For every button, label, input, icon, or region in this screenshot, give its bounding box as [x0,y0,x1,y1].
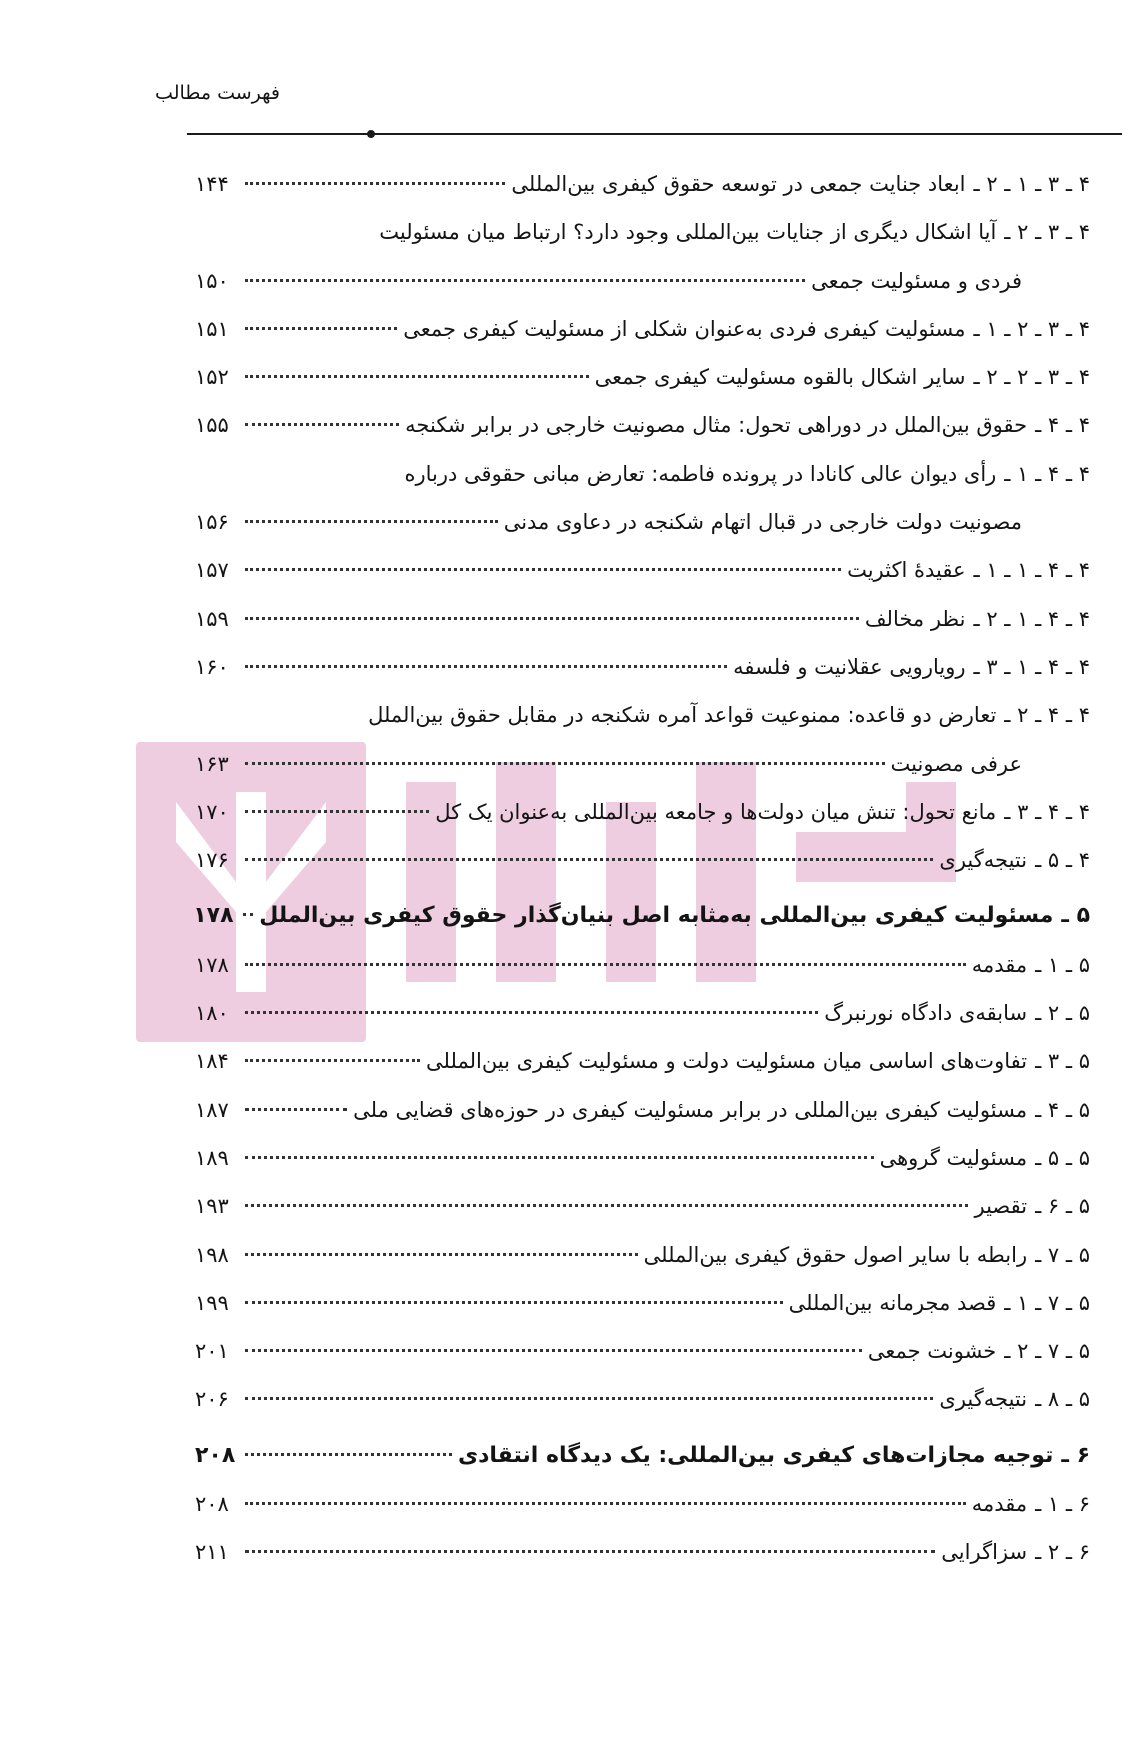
toc-entry-number: ۴ ـ ۴ ـ ۱ ـ ۳ ـ [973,654,1090,679]
dot-leader [245,1156,874,1159]
toc-entry [195,450,1090,498]
toc-entry [195,1086,1090,1134]
toc-entry-page: ۱۶۰ [195,654,229,679]
toc-entry-number: ۴ ـ ۴ ـ [1035,413,1090,438]
toc-entry-page: ۲۰۱ [195,1339,229,1364]
toc-entry [195,691,1090,739]
toc-entry-number: ۴ ـ ۵ ـ [1035,848,1090,873]
toc-entry [195,1231,1090,1279]
toc-entry-title: نتیجه‌گیری [939,1387,1028,1412]
dot-leader [245,1253,638,1256]
toc-entry-number: ۴ ـ ۳ ـ ۱ ـ ۲ ـ [973,172,1090,196]
toc-entry-title: آیا اشکال دیگری از جنایات بین‌المللی وجود دارد؟ ارتباط میان مسئولیت [379,220,997,245]
toc-entry-page: ۱۵۹ [195,606,229,631]
toc-entry-page: ۱۵۲ [195,365,229,390]
dot-leader [245,279,805,282]
toc-entry [195,1327,1090,1375]
dot-leader [245,182,505,185]
toc-entry-title: توجیه مجازات‌های کیفری بین‌المللی: یک دیدگاه انتقادی [457,1442,1054,1468]
toc-entry-page: ۱۵۱ [195,316,229,341]
dot-leader [245,1301,783,1304]
toc-entry [195,643,1090,691]
toc-entry-title: حقوق بین‌الملل در دوراهی تحول: مثال مصونیت خارجی در برابر شکنجه [405,413,1028,438]
toc-entry-title: رابطه با سایر اصول حقوق کیفری بین‌المللی [643,1242,1028,1267]
toc-entry-title: عرفی مصونیت [890,751,1022,776]
toc-entry-number: ۴ ـ ۴ ـ ۲ ـ [1004,703,1090,728]
toc-entry [195,740,1090,788]
dot-leader [245,1550,935,1553]
toc-entry-title: رأی دیوان عالی کانادا در پرونده فاطمه: تعارض مبانی حقوقی درباره [404,461,997,486]
toc-entry-page: ۱۵۷ [195,558,229,583]
dot-leader [245,327,397,330]
toc-entry-title: تقصیر [974,1194,1028,1219]
toc-entry-title: نتیجه‌گیری [939,848,1028,873]
toc-entry-page: ۱۷۰ [195,799,229,824]
toc-entry [195,1375,1090,1423]
dot-leader [245,1011,818,1014]
toc-entry-title: مقدمه [971,952,1028,977]
toc-entry [195,208,1090,256]
dot-leader [245,1349,862,1352]
toc-entry-number: ۵ ـ ۵ ـ [1035,1145,1090,1170]
dot-leader [245,568,841,571]
toc-entry [195,836,1090,884]
toc-entry-number: ۵ ـ ۷ ـ [1035,1242,1090,1267]
toc-entry-page: ۱۶۳ [195,751,229,776]
running-header-title: فهرست مطالب [155,82,280,104]
toc-entry-number: ۴ ـ ۳ ـ ۲ ـ [1004,220,1090,245]
toc-entry-title: رویارویی عقلانیت و فلسفه [733,654,966,679]
toc-entry-page: ۱۷۸ [195,952,229,977]
toc-entry-page: ۱۸۴ [195,1049,229,1074]
dot-leader [245,1108,347,1111]
dot-leader [245,1453,452,1456]
toc-entry-number: ۴ ـ ۳ ـ ۲ ـ ۲ ـ [973,365,1090,390]
toc-entry-page: ۱۵۶ [195,510,229,535]
toc-entry-title: تفاوت‌های اساسی میان مسئولیت دولت و مسئولیت کیفری بین‌المللی [426,1049,1028,1074]
toc-entry-number: ۴ ـ ۴ ـ ۱ ـ ۲ ـ [973,606,1090,631]
toc-entry [195,1432,1090,1480]
dot-leader [245,423,399,426]
toc-entry-title: نظر مخالف [864,606,966,631]
toc-entry-number: ۴ ـ ۴ ـ ۳ ـ [1004,799,1090,824]
dot-leader [243,913,253,916]
toc-entry-number: ۶ ـ ۱ ـ [1035,1492,1090,1517]
toc-entry-page: ۱۹۳ [195,1194,229,1219]
header-rule [187,133,1122,135]
toc-entry-title: مسئولیت کیفری بین‌المللی به‌مثابه اصل بنیان‌گذار حقوق کیفری بین‌الملل [259,903,1054,929]
toc-entry-number: ۵ ـ ۶ ـ [1035,1194,1090,1219]
toc-entry-number: ۴ ـ ۴ ـ ۱ ـ [1004,461,1090,486]
toc-entry-number: ۶ ـ ۲ ـ [1035,1540,1090,1565]
toc-entry-number: ۵ ـ ۷ ـ ۱ ـ [1004,1290,1090,1315]
toc-entry-title: قصد مجرمانه بین‌المللی [788,1290,997,1315]
dot-leader [245,665,727,668]
toc-entry-title: مسئولیت کیفری بین‌المللی در برابر مسئولیت کیفری در حوزه‌های قضایی ملی [353,1097,1028,1122]
toc-entry-number: ۵ ـ ۲ ـ [1035,1001,1090,1026]
toc-entry-number: ۴ ـ ۳ ـ ۲ ـ ۱ ـ [973,316,1090,341]
toc-entry-page: ۲۰۶ [195,1387,229,1412]
toc-entry [195,1480,1090,1528]
dot-leader [245,1397,933,1400]
toc-entry [195,353,1090,401]
toc-entry [195,1279,1090,1327]
toc-entry [195,1134,1090,1182]
dot-leader [245,1204,968,1207]
toc-entry-page: ۱۹۸ [195,1242,229,1267]
toc-entry-page: ۲۱۱ [195,1540,229,1565]
toc-entry-page: ۱۸۹ [195,1145,229,1170]
toc-entry [195,305,1090,353]
toc-entry-page: ۱۵۵ [195,413,229,438]
toc-entry-number: ۵ ـ [1061,903,1090,929]
toc-entry-number: ۵ ـ ۸ ـ [1035,1387,1090,1412]
toc-entry-title: سزاگرایی [941,1540,1028,1565]
toc-entry-title: عقیدهٔ اکثریت [847,558,966,583]
dot-leader [245,520,498,523]
toc-entry-page: ۱۴۴ [195,172,229,196]
dot-leader [245,963,966,966]
toc-entry-title: سابقه‌ی دادگاه نورنبرگ [824,1001,1028,1026]
toc-entry-title: مسئولیت گروهی [879,1145,1028,1170]
dot-leader [245,810,429,813]
toc-entry [195,1037,1090,1085]
toc-entry-page: ۱۵۰ [195,268,229,293]
toc-entry-number: ۵ ـ ۷ ـ ۲ ـ [1004,1339,1090,1364]
toc-entry [195,257,1090,305]
toc-entry [195,546,1090,594]
toc-entry-page: ۱۷۶ [195,848,229,873]
toc-entry-title: تعارض دو قاعده: ممنوعیت قواعد آمره شکنجه در مقابل حقوق بین‌الملل [368,703,997,728]
dot-leader [245,1059,420,1062]
toc-entry [195,498,1090,546]
toc-entry-page: ۱۸۷ [195,1097,229,1122]
toc-entry-number: ۵ ـ ۴ ـ [1035,1097,1090,1122]
toc-entry-title: مانع تحول: تنش میان دولت‌ها و جامعه بین‌المللی به‌عنوان یک کل [435,799,997,824]
dot-leader [245,858,933,861]
dot-leader [245,1502,966,1505]
toc-entry [195,160,1090,208]
toc-entry-title: فردی و مسئولیت جمعی [811,268,1022,293]
toc-entry-page: ۱۸۰ [195,1001,229,1026]
toc-entry-number: ۵ ـ ۱ ـ [1035,952,1090,977]
toc-entry-page: ۱۹۹ [195,1290,229,1315]
toc-entry-number: ۴ ـ ۴ ـ ۱ ـ ۱ ـ [973,558,1090,583]
toc-entry-page: ۱۷۸ [193,903,234,929]
table-of-contents [195,160,1090,1577]
toc-entry-title: مصونیت دولت خارجی در قبال اتهام شکنجه در دعاوی مدنی [503,510,1022,535]
toc-entry-title: مقدمه [971,1492,1028,1517]
toc-entry [195,892,1090,940]
toc-entry-page: ۲۰۸ [195,1492,229,1517]
toc-entry [195,595,1090,643]
toc-entry [195,788,1090,836]
dot-leader [245,617,859,620]
dot-leader [245,762,885,765]
dot-leader [245,375,589,378]
toc-entry [195,989,1090,1037]
toc-entry-page: ۲۰۸ [195,1442,236,1468]
toc-entry-title: سایر اشکال بالقوه مسئولیت کیفری جمعی [594,365,966,390]
toc-entry [195,1182,1090,1230]
toc-entry-title: خشونت جمعی [867,1339,997,1364]
toc-entry [195,941,1090,989]
toc-entry-number: ۵ ـ ۳ ـ [1035,1049,1090,1074]
toc-entry [195,1528,1090,1576]
header-rule-ornament [367,130,375,138]
toc-entry-title: مسئولیت کیفری فردی به‌عنوان شکلی از مسئولیت کیفری جمعی [403,316,966,341]
toc-entry [195,401,1090,449]
toc-entry-number: ۶ ـ [1061,1442,1090,1468]
toc-entry-title: ابعاد جنایت جمعی در توسعه حقوق کیفری بین‌المللی [511,172,966,196]
